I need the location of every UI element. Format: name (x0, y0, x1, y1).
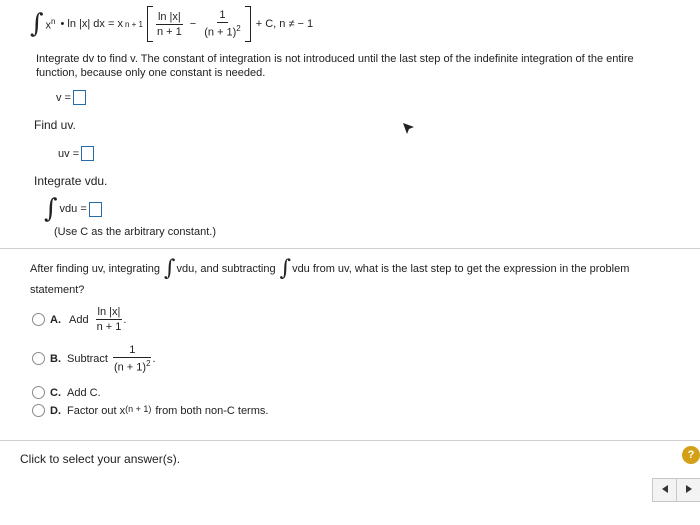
option-a-fraction (95, 306, 127, 333)
integral-symbol-q1: ∫ (164, 256, 176, 281)
instruction-line-1: Integrate dv to find v. The constant of integration is not introduced until the last step of the indefinite integration of the entire (36, 53, 634, 65)
option-a-radio[interactable] (32, 313, 45, 326)
option-b-radio[interactable] (32, 352, 45, 365)
frac2-denominator-power: 2 (236, 24, 241, 34)
option-d-end-text: from both non-C terms. (155, 404, 269, 417)
uv-answer-box[interactable] (81, 146, 94, 161)
vdu-label: vdu = (59, 203, 87, 215)
mouse-cursor-icon (402, 122, 416, 139)
option-b-denominator-power: 2 (146, 359, 151, 368)
section-divider (0, 248, 700, 249)
formula-line (30, 6, 313, 42)
integral-symbol: ∫ (30, 9, 44, 39)
frac2-numerator: 1 (219, 9, 226, 22)
question-line-2: statement? (30, 284, 85, 296)
uv-label: uv = (58, 147, 80, 160)
minus-sign: − (189, 18, 197, 30)
option-c-letter: C. (50, 386, 61, 399)
question-part-2: vdu, and subtracting (176, 263, 276, 275)
frac2-denominator-wrap (202, 23, 243, 39)
arrow-left-icon (660, 483, 670, 497)
option-c-radio[interactable] (32, 386, 45, 399)
option-a-text: Add (69, 313, 89, 326)
instruction-paragraph (36, 52, 676, 80)
arrow-right-icon (684, 483, 694, 497)
option-a-end: . (123, 313, 127, 326)
previous-button[interactable] (652, 478, 678, 502)
option-b-denominator: (n + 1) (113, 361, 147, 374)
vdu-answer-box[interactable] (89, 202, 102, 217)
option-b-letter: B. (50, 352, 61, 365)
option-d[interactable] (32, 404, 268, 417)
option-c-text: Add C. (67, 386, 101, 399)
v-answer-box[interactable] (73, 90, 86, 105)
v-answer-row (56, 90, 86, 105)
integral-symbol-vdu: ∫ (44, 194, 58, 224)
frac1-denominator: n + 1 (156, 25, 182, 38)
formula-rhs-power: n + 1 (124, 19, 143, 29)
help-button[interactable] (682, 446, 700, 464)
option-a-numerator: ln |x| (97, 306, 121, 318)
question-text (30, 258, 690, 300)
option-c[interactable] (32, 386, 101, 399)
option-b-fraction (112, 344, 153, 374)
uv-answer-row (58, 146, 94, 161)
option-a[interactable] (32, 306, 126, 333)
bracket-left (147, 6, 153, 42)
option-b-text: Subtract (67, 352, 108, 365)
question-part-1: After finding uv, integrating (30, 263, 161, 275)
option-d-radio[interactable] (32, 404, 45, 417)
v-label: v = (56, 91, 71, 104)
option-b-end: . (152, 352, 156, 365)
next-button[interactable] (676, 478, 700, 502)
option-a-denominator: n + 1 (96, 321, 122, 333)
use-c-note: (Use C as the arbitrary constant.) (54, 226, 217, 238)
option-b-denominator-wrap (112, 358, 153, 374)
formula-tail: + C, n ≠ − 1 (255, 18, 314, 30)
question-part-3: vdu from uv, what is the last step to get the expression in the problem (292, 263, 630, 275)
instruction-line-2: function, because only one constant is needed. (36, 67, 266, 79)
find-uv-label: Find uv. (34, 118, 76, 132)
formula-fraction-1 (155, 11, 184, 38)
option-d-text: Factor out x (67, 404, 126, 417)
formula-x: $x^n$ (45, 16, 56, 32)
option-a-letter: A. (50, 313, 61, 326)
bracket-right (245, 6, 251, 42)
vdu-answer-row (44, 196, 102, 222)
formula-fraction-2 (202, 9, 243, 39)
formula-lhs-power: n (51, 16, 56, 26)
frac2-denominator: (n + 1) (204, 26, 237, 39)
frac1-numerator: ln |x| (157, 10, 181, 23)
formula-lhs-body: • ln |x| dx = x (60, 18, 123, 30)
option-b[interactable] (32, 344, 156, 374)
option-d-letter: D. (50, 404, 61, 417)
option-b-numerator: 1 (113, 344, 151, 358)
integral-symbol-q2: ∫ (279, 256, 292, 281)
footer-divider (0, 440, 700, 441)
question-line-1 (30, 258, 690, 280)
integrate-vdu-label: Integrate vdu. (34, 174, 108, 188)
option-d-power: (n + 1) (125, 404, 152, 414)
help-icon: ? (687, 449, 695, 461)
footer-instruction: Click to select your answer(s). (20, 452, 181, 466)
